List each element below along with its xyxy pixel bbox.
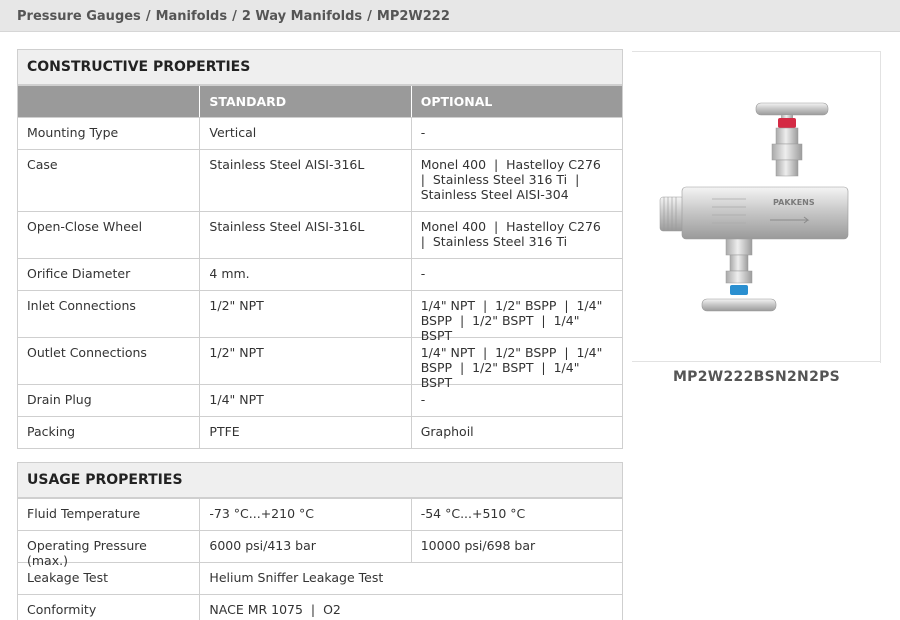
optional-value: - (411, 385, 622, 416)
header-blank-cell (18, 86, 199, 117)
optional-value: -54 °C...+510 °C (411, 499, 622, 530)
table-row (18, 594, 622, 620)
usage-properties-title: USAGE PROPERTIES (18, 463, 622, 498)
optional-value: Monel 400 | Hastelloy C276 | Stainless Steel 316 Ti (411, 212, 622, 258)
row-label: Operating Pressure (max.) (27, 538, 147, 568)
row-label: Outlet Connections (27, 345, 147, 360)
product-image[interactable] (650, 95, 860, 325)
standard-value: PTFE (199, 417, 410, 448)
table-row (18, 211, 622, 258)
breadcrumb-link-2-way-manifolds[interactable]: 2 Way Manifolds (241, 9, 363, 24)
row-label: Inlet Connections (27, 298, 136, 313)
product-code: MP2W222BSN2N2PS (672, 369, 841, 385)
brand-mark: PAKKENS (773, 198, 815, 207)
standard-value: 4 mm. (199, 259, 410, 290)
standard-value: Stainless Steel AISI-316L (199, 150, 410, 211)
table-row (18, 337, 622, 390)
standard-value: 6000 psi/413 bar (199, 531, 410, 562)
table-row (18, 498, 622, 530)
header-optional: OPTIONAL (411, 86, 622, 117)
breadcrumb-link-pressure-gauges[interactable]: Pressure Gauges (17, 9, 141, 24)
optional-value: 1/4" NPT | 1/2" BSPP | 1/4" BSPP | 1/2" BSPT | 1/4" BSPT (411, 338, 622, 384)
constructive-properties-table (17, 49, 623, 449)
breadcrumb (0, 0, 900, 32)
breadcrumb-separator: / (367, 9, 372, 24)
optional-value: Graphoil (411, 417, 622, 448)
standard-value: 1/4" NPT (199, 385, 410, 416)
merged-value: NACE MR 1075 | O2 (199, 595, 622, 620)
merged-value: Helium Sniffer Leakage Test (199, 563, 622, 594)
row-label: Case (27, 157, 58, 172)
table-row (18, 384, 622, 416)
table-row (18, 416, 622, 448)
row-label: Drain Plug (27, 392, 92, 407)
standard-value: Vertical (199, 118, 410, 149)
table-row (18, 117, 622, 149)
optional-value: Monel 400 | Hastelloy C276 | Stainless Steel 316 Ti | Stainless Steel AISI-304 (411, 150, 622, 211)
optional-value: 10000 psi/698 bar (411, 531, 622, 562)
optional-value: - (411, 118, 622, 149)
table-row (18, 149, 622, 211)
constructive-properties-title: CONSTRUCTIVE PROPERTIES (18, 50, 622, 85)
breadcrumb-separator: / (145, 9, 151, 24)
row-label: Leakage Test (27, 570, 108, 585)
breadcrumb-separator: / (232, 9, 237, 24)
optional-value: - (411, 259, 622, 290)
standard-value: Stainless Steel AISI-316L (199, 212, 410, 258)
product-divider (632, 361, 881, 362)
optional-value: 1/4" NPT | 1/2" BSPP | 1/4" BSPP | 1/2" BSPT | 1/4" BSPT (411, 291, 622, 337)
table-row (18, 530, 622, 568)
table-row (18, 562, 622, 594)
breadcrumb-current-page: MP2W222 (376, 9, 450, 24)
standard-value: -73 °C...+210 °C (199, 499, 410, 530)
row-label: Open-Close Wheel (27, 219, 143, 234)
table-row (18, 258, 622, 290)
table-header-row (18, 85, 622, 117)
standard-value: 1/2" NPT (199, 338, 410, 384)
standard-value: 1/2" NPT (199, 291, 410, 337)
usage-properties-table (17, 462, 623, 620)
table-row (18, 290, 622, 343)
row-label: Fluid Temperature (27, 506, 141, 521)
header-standard: STANDARD (199, 86, 410, 117)
row-label: Packing (27, 424, 76, 439)
row-label: Orifice Diameter (27, 266, 131, 281)
row-label: Mounting Type (27, 125, 119, 140)
breadcrumb-link-manifolds[interactable]: Manifolds (155, 9, 228, 24)
row-label: Conformity (27, 602, 97, 617)
